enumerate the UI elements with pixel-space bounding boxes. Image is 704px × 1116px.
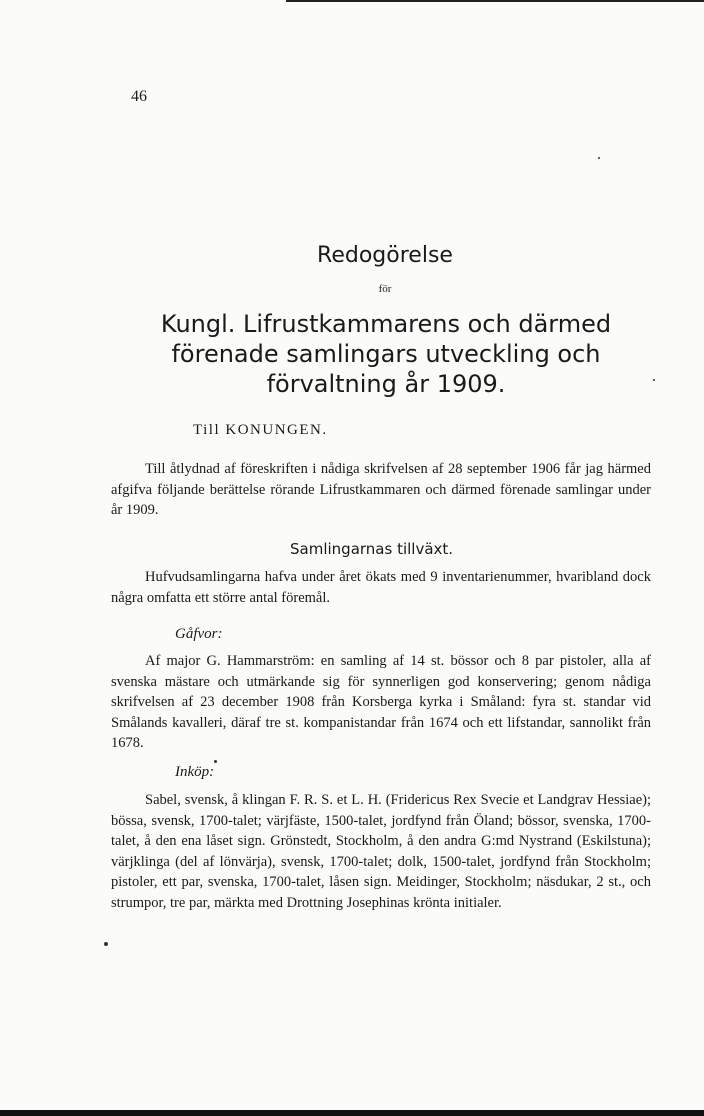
title-preposition: för bbox=[378, 283, 392, 295]
scan-edge-bottom bbox=[0, 1110, 704, 1116]
scan-speck bbox=[598, 157, 600, 159]
salutation: Till KONUNGEN. bbox=[193, 422, 328, 438]
section-heading: Samlingarnas tillväxt. bbox=[290, 540, 454, 558]
scan-edge-top bbox=[286, 0, 704, 2]
scan-speck bbox=[104, 942, 108, 946]
page-number: 46 bbox=[131, 88, 147, 105]
document-title: Redogörelse bbox=[317, 243, 453, 268]
document-subtitle: Kungl. Lifrustkammarens och därmed förenade samlingars utveckling och förvaltning år 1909. bbox=[160, 310, 612, 398]
gifts-paragraph: Af major G. Hammarström: en samling af 14 st. bössor och 8 par pistoler, alla af svenska mästare och utmärkande sig för synnerligen god konservering; genom nådiga skrifvelsen af 23 december 1908 från Korsberga kyrka i Småland: fyra st. standar vid Smålands kavalleri, däraf tre st. kompanistandar från 1674 och ett lifstandar, sannolikt från 1678. bbox=[111, 653, 651, 752]
intro-paragraph: Till åtlydnad af föreskriften i nådiga skrifvelsen af 28 september 1906 får jag härmed afgifva följande berättelse rörande Lifrustkammaren och därmed förenade samlingar under år 1909. bbox=[111, 461, 651, 519]
scan-speck bbox=[653, 379, 655, 381]
growth-paragraph: Hufvudsamlingarna hafva under året ökats med 9 inventarienummer, hvaribland dock några omfatta ett större antal föremål. bbox=[111, 569, 651, 606]
purchases-paragraph: Sabel, svensk, å klingan F. R. S. et L. H. (Fridericus Rex Svecie et Landgrav Hessiae); bössa, svensk, 1700-talet; värjfäste, 1500-talet, jordfynd från Öland; bössor, svenska, 1700-talet, å den ena låset sign. Grönstedt, Stockholm, å den andra G:md Nystrand (Eskilstuna); värjklinga (del af lönvärja), svensk, 1700-talet; dolk, 1500-talet, jordfynd från Stockholm; pistoler, ett par, svenska, 1700-talet, låsen sign. Meidinger, Stockholm; näsdukar, 2 st., och strumpor, tre par, märkta med Drottning Josephinas krönta initialer. bbox=[111, 792, 651, 911]
purchases-heading: Inköp: bbox=[175, 764, 215, 780]
gifts-heading: Gåfvor: bbox=[175, 626, 223, 642]
scan-speck bbox=[214, 760, 217, 763]
